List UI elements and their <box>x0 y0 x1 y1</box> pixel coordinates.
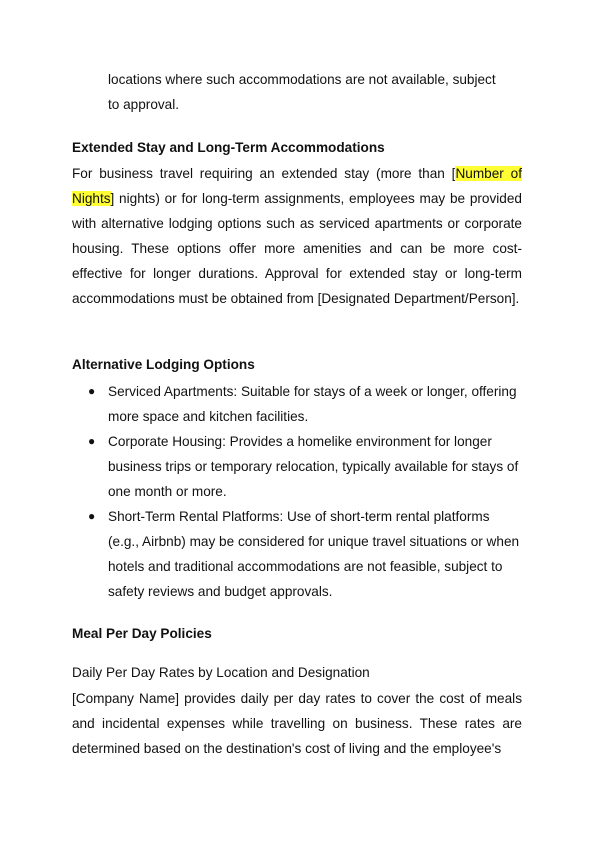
bullet-icon: ● <box>88 384 96 398</box>
meal-paragraph: [Company Name] provides daily per day rates to cover the cost of meals and incidental expenses while travelling on business. These rates are determined based on the destination's cost of living and the employee's <box>72 691 522 756</box>
extended-stay-heading: Extended Stay and Long-Term Accommodations <box>72 140 385 155</box>
meal-subheading: Daily Per Day Rates by Location and Designation <box>72 665 370 680</box>
list-item-text: Serviced Apartments: Suitable for stays of a week or longer, offering more space and kitchen facilities. <box>108 384 517 424</box>
number-of-nights-placeholder: Number of Nights <box>72 166 522 206</box>
continuation-line-2: to approval. <box>108 97 180 112</box>
continuation-text <box>108 67 528 117</box>
extended-stay-paragraph <box>72 161 522 311</box>
bullet-icon: ● <box>88 434 96 448</box>
extended-stay-text-after: ] nights) or for long-term assignments, employees may be provided with alternative lodging options such as serviced apartments or corporate housing. These options offer more amenities and can be more cost-effective for longer durations. Approval for extended stay or long-term accommodations must be obtained from [Designated Department/Person]. <box>72 191 522 306</box>
alt-lodging-heading: Alternative Lodging Options <box>72 357 255 372</box>
list-item-text: Short-Term Rental Platforms: Use of short-term rental platforms (e.g., Airbnb) may be considered for unique travel situations or when hotels and traditional accommodations are not feasible, subject to safety reviews and budget approvals. <box>108 509 520 599</box>
bullet-icon: ● <box>88 509 96 523</box>
meal-heading: Meal Per Day Policies <box>72 626 212 641</box>
alt-lodging-list <box>72 379 522 604</box>
list-item <box>72 379 522 429</box>
continuation-line-1: locations where such accommodations are not available, subject <box>108 72 496 87</box>
list-item-text: Corporate Housing: Provides a homelike environment for longer business trips or temporary relocation, typically available for stays of one month or more. <box>108 434 519 499</box>
list-item <box>72 429 522 504</box>
list-item <box>72 504 522 604</box>
extended-stay-text-before: For business travel requiring an extended stay (more than [ <box>72 166 456 181</box>
